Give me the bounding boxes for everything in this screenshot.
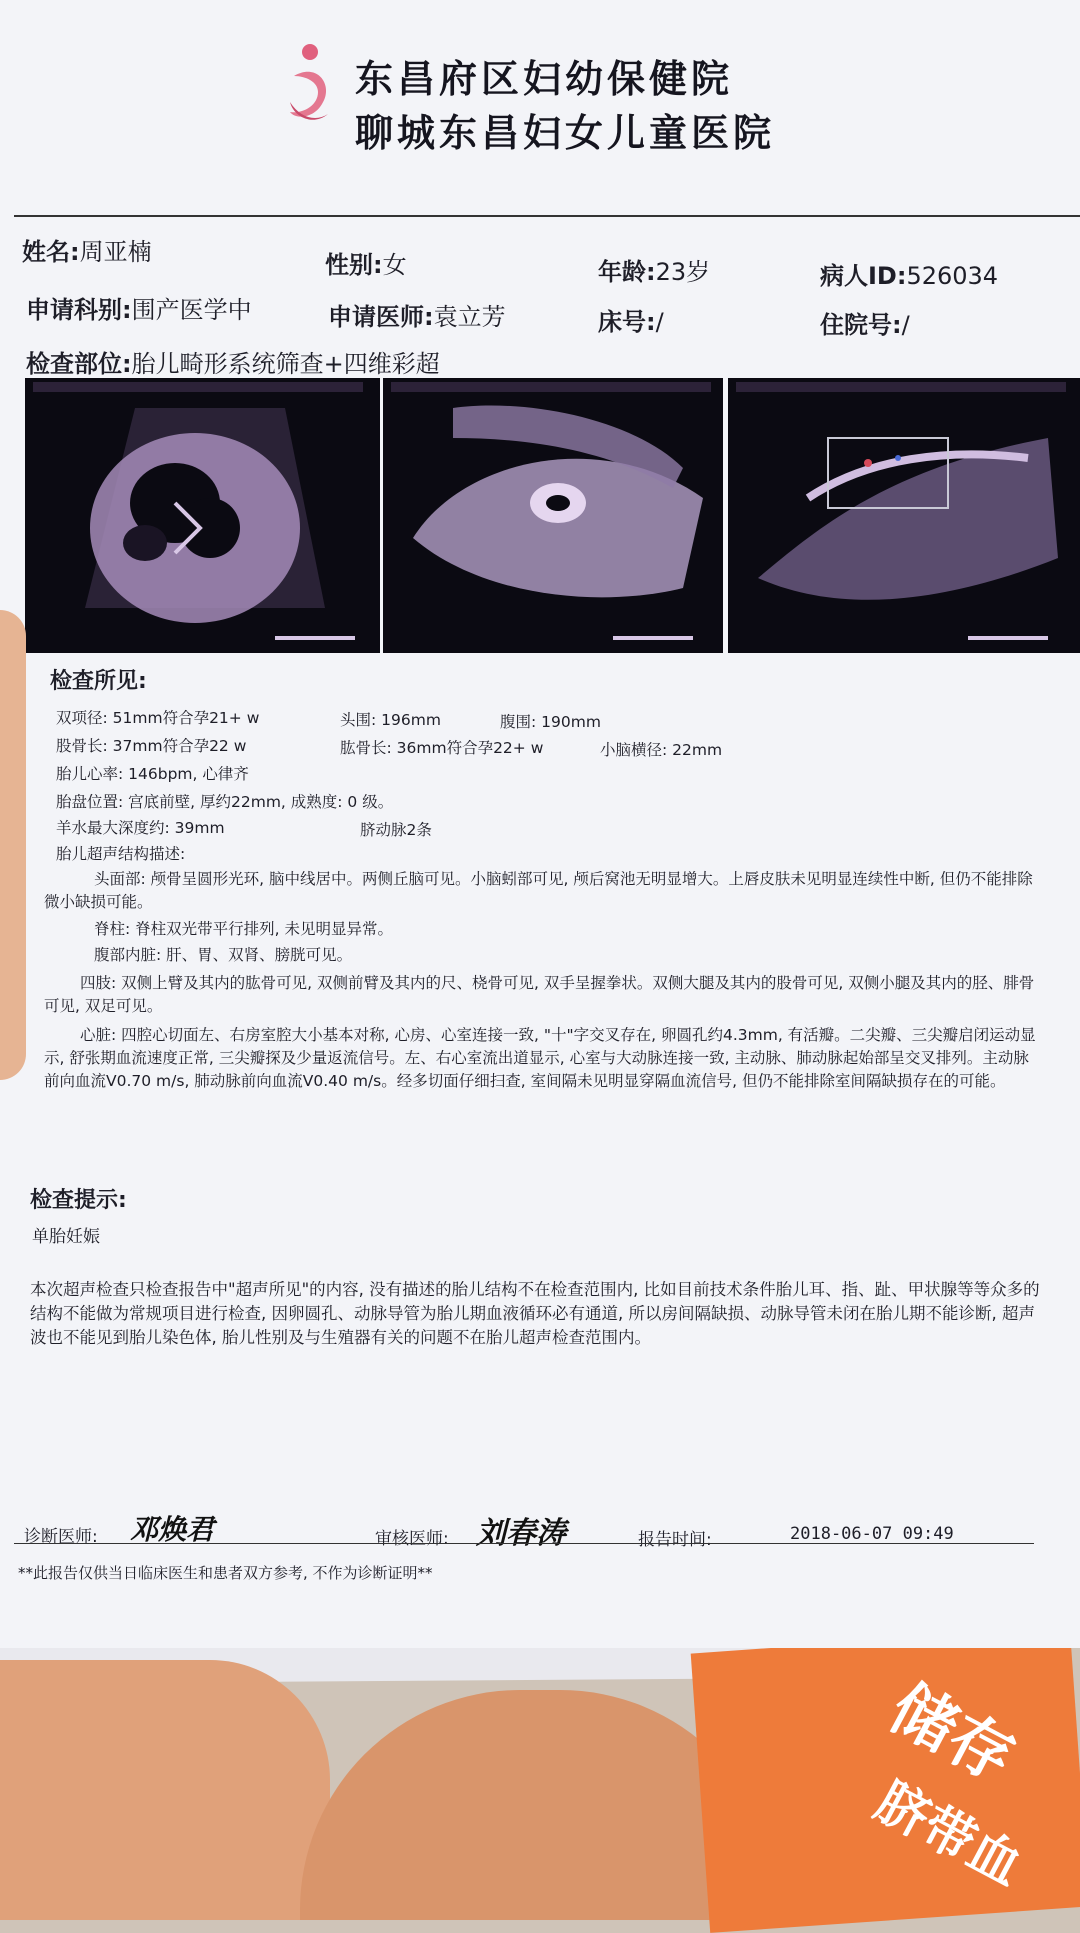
exam-part-field: 检查部位:胎儿畸形系统筛查+四维彩超 [26,350,440,378]
cord-blood-bag [691,1627,1080,1933]
finding-tcd: 小脑横径: 22mm [600,741,723,759]
patient-age-field: 年龄:23岁 [598,258,711,286]
finding-structure-title: 胎儿超声结构描述: [56,845,186,863]
finding-limbs: 四肢: 双侧上臂及其内的肱骨可见, 双侧前臂及其内的尺、桡骨可见, 双手呈握拳状。双侧大腿及其内的股骨可见, 双侧小腿及其内的胫、腓骨可见, 双足可见。 [44,974,1035,1015]
ultrasound-image-profile [383,378,723,653]
patient-id-field: 病人ID:526034 [820,262,999,290]
bed-field: 床号:/ [598,308,664,336]
finding-head: 头面部: 颅骨呈圆形光环, 脑中线居中。两侧丘脑可见。小脑蚓部可见, 颅后窝池无明显增大。上唇皮肤未见明显连续性中断, 但仍不能排除微小缺损可能。 [44,870,1033,911]
hospital-name-1: 东昌府区妇幼保健院 [355,57,734,101]
hospital-name-2: 聊城东昌妇女儿童医院 [355,111,776,155]
conclusion-title: 检查提示: [30,1188,127,1213]
finding-ac: 腹围: 190mm [500,713,601,731]
dept-field: 申请科别:围产医学中 [26,296,252,324]
finding-abdomen: 腹部内脏: 肝、胃、双肾、膀胱可见。 [94,946,353,964]
footnote: **此报告仅供当日临床医生和患者双方参考, 不作为诊断证明** [18,1564,433,1582]
footer-divider [14,1543,1034,1544]
finger [0,610,26,1080]
bag-text-2: 脐带血 [865,1771,1032,1898]
finding-hc: 头围: 196mm [340,711,441,729]
disclaimer-text: 本次超声检查只检查报告中"超声所见"的内容, 没有描述的胎儿结构不在检查范围内, 比如目前技术条件胎儿耳、指、趾、甲状腺等等众多的结构不能做为常规项目进行检查, 因卵圆孔、动脉导管为胎儿期血液循环必有通道, 所以房间隔缺损、动脉导管未闭在胎儿期不能诊断, 超声波也不能见到胎儿染色体, 胎儿性别及与生殖器有关的问题不在胎儿超声检查范围内。 [30,1280,1040,1347]
reviewing-doctor-label: 审核医师: [375,1529,449,1549]
finding-placenta: 胎盘位置: 宫底前壁, 厚约22mm, 成熟度: 0 级。 [56,793,394,811]
patient-sex-field: 性别:女 [325,251,407,279]
report-time-label: 报告时间: [638,1530,712,1550]
reviewing-doctor-signature: 刘春涛 [476,1516,566,1551]
hospital-logo-icon [288,42,334,128]
header-divider [14,215,1080,217]
finding-spine: 脊柱: 脊柱双光带平行排列, 未见明显异常。 [94,920,394,938]
conclusion-text: 单胎妊娠 [32,1227,100,1247]
findings-title: 检查所见: [50,669,147,694]
finding-fhr: 胎儿心率: 146bpm, 心律齐 [56,765,249,783]
finding-heart: 心脏: 四腔心切面左、右房室腔大小基本对称, 心房、心室连接一致, "十"字交叉存在, 卵圆孔约4.3mm, 有活瓣。二尖瓣、三尖瓣启闭运动显示, 舒张期血流速度正常, 三尖瓣探及少量返流信号。左、右心室流出道显示, 心室与大动脉连接一致, 主动脉、肺动脉起始部呈交叉排列。主动脉前向血流V0.70 m/s, 肺动脉前向血流V0.40 m/s。经多切面仔细扫查, 室间隔未见明显穿隔血流信号, 但仍不能排除室间隔缺损存在的可能。 [44,1026,1036,1090]
diagnosing-doctor-label: 诊断医师: [24,1527,98,1547]
finding-bpd: 双项径: 51mm符合孕21+ w [56,709,260,727]
ultrasound-image-doppler [728,378,1080,653]
admission-field: 住院号:/ [820,311,910,339]
requesting-doctor-field: 申请医师:袁立芳 [328,303,506,331]
finding-umbilical: 脐动脉2条 [360,821,432,839]
finding-fl: 股骨长: 37mm符合孕22 w [56,737,247,755]
finding-amniotic: 羊水最大深度约: 39mm [56,819,225,837]
report-time-value: 2018-06-07 09:49 [790,1524,954,1544]
bag-text-1: 储存 [878,1671,1026,1797]
diagnosing-doctor-signature: 邓焕君 [130,1513,215,1546]
patient-name-field: 姓名:周亚楠 [22,238,152,266]
ultrasound-image-heart [25,378,380,653]
finding-hl: 肱骨长: 36mm符合孕22+ w [340,739,544,757]
knee-left [0,1660,330,1920]
